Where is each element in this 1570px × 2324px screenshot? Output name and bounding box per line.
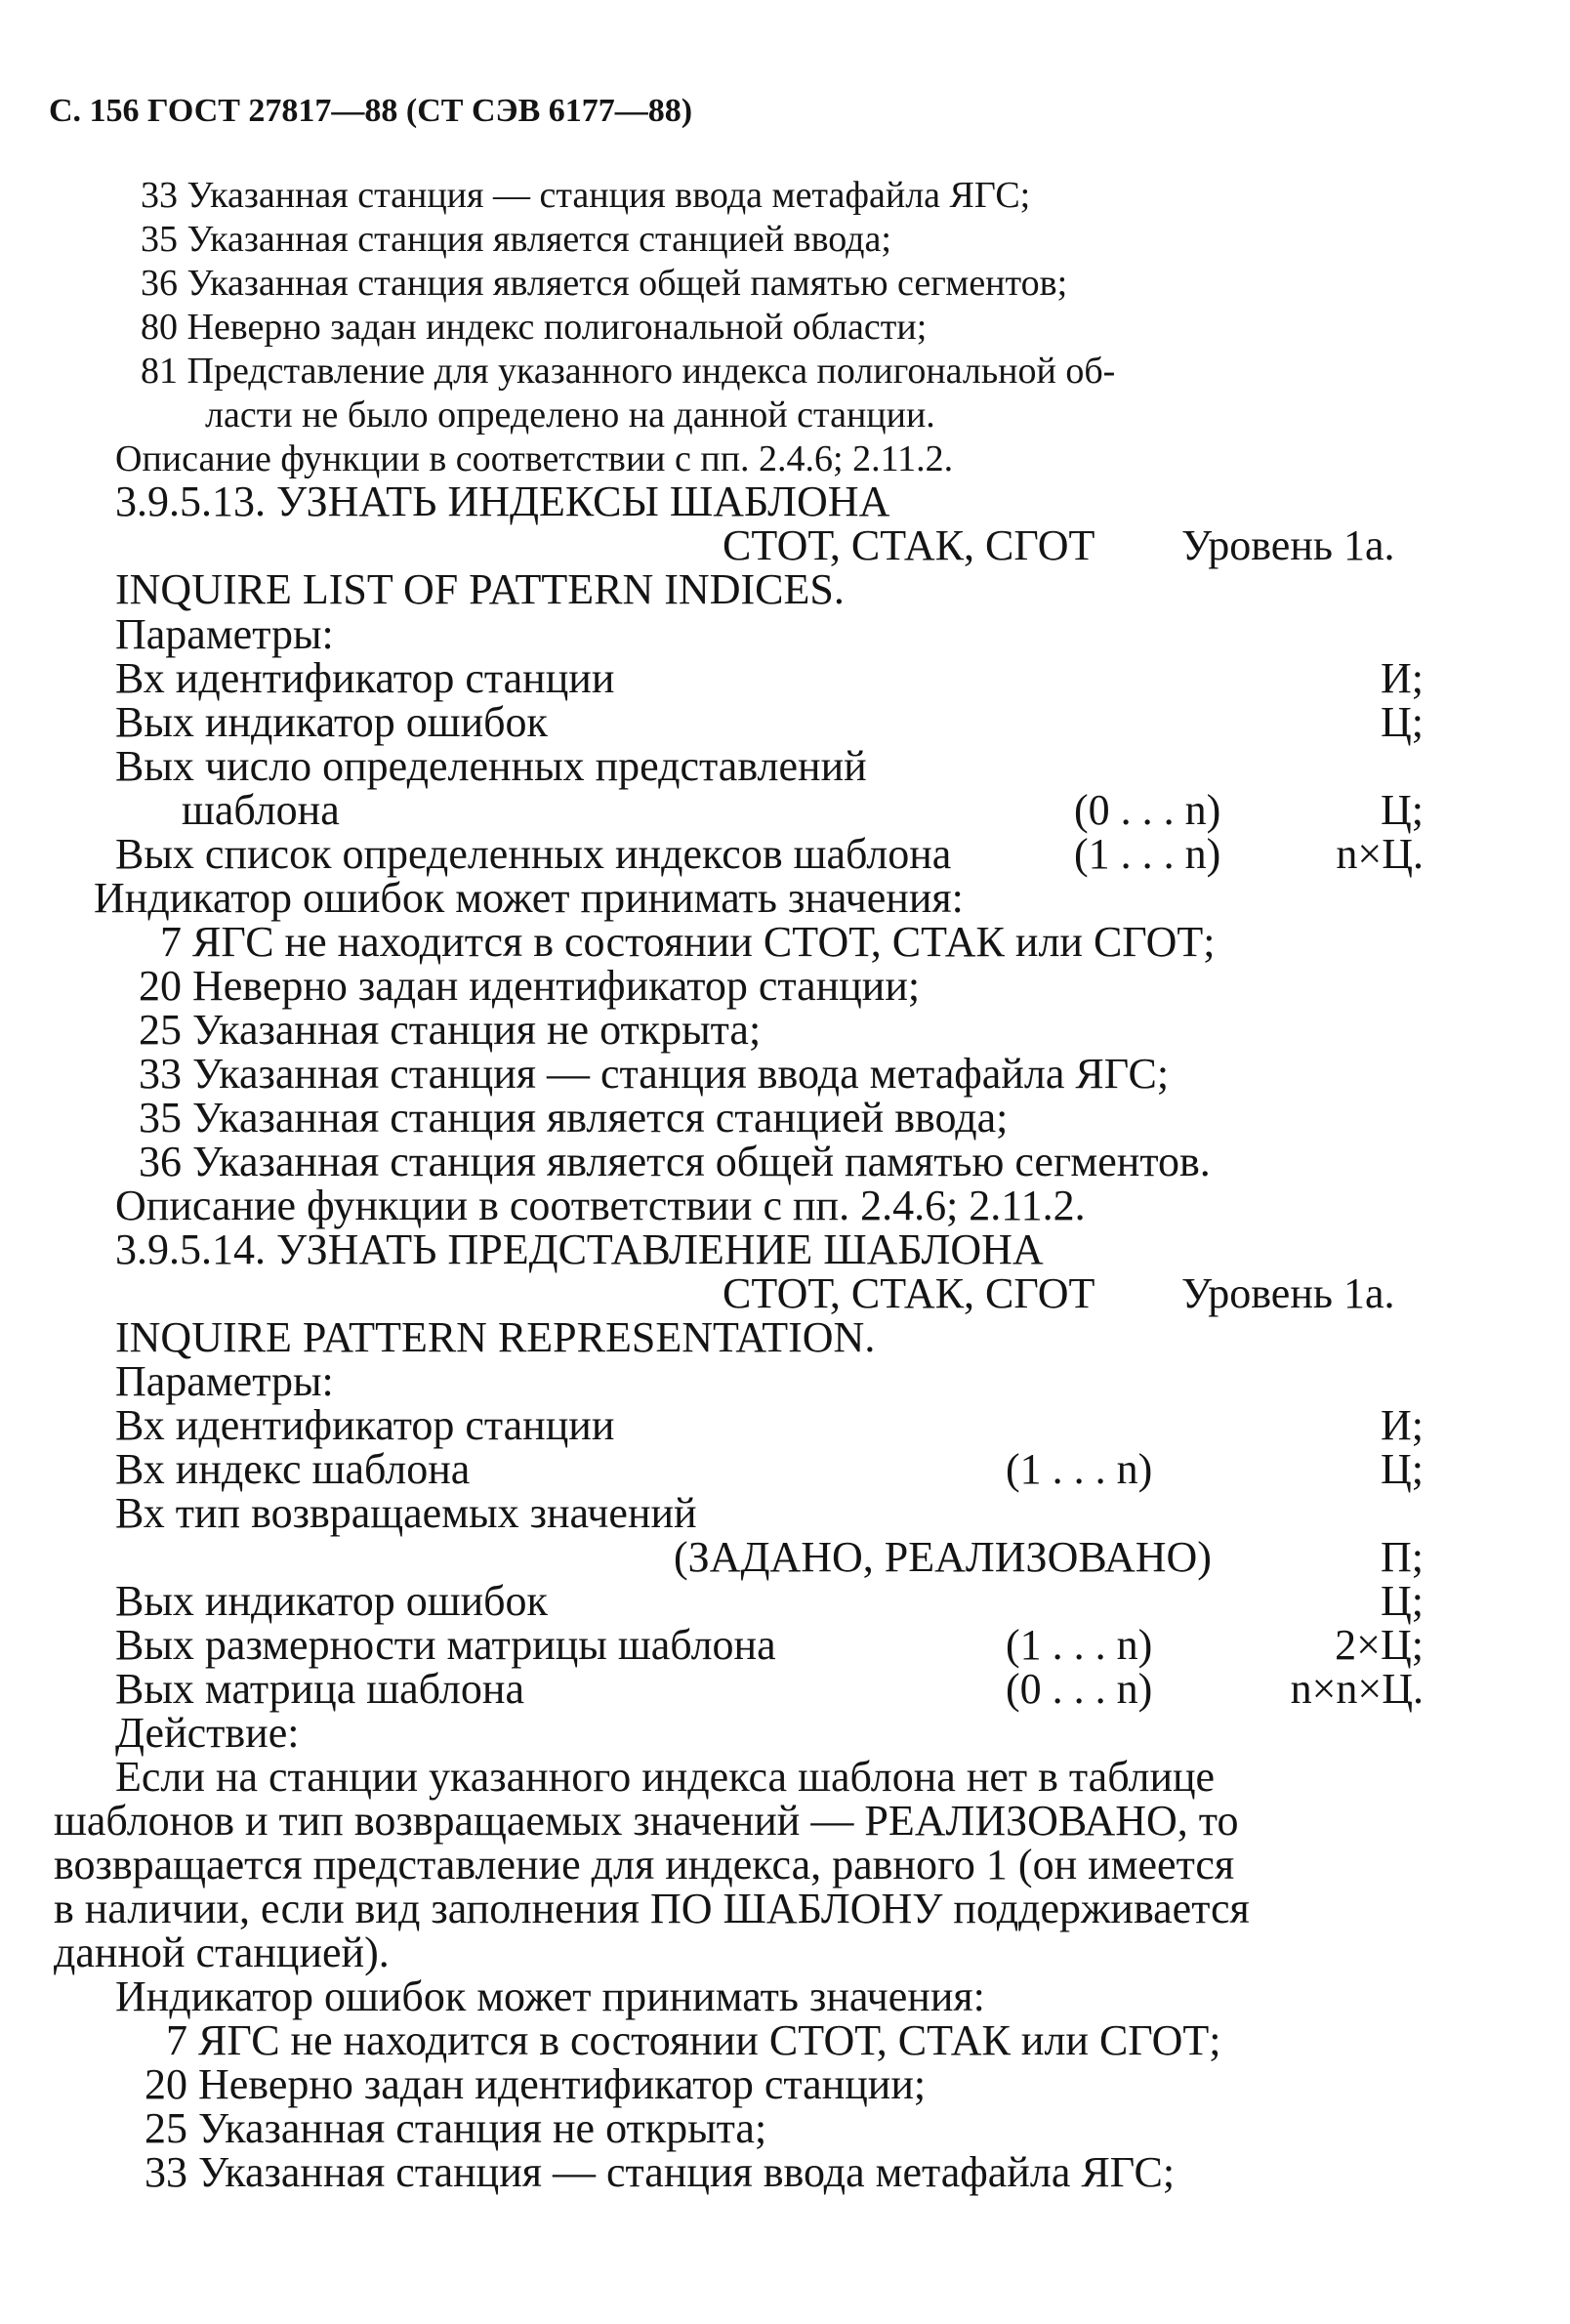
section-title: 3.9.5.14. УЗНАТЬ ПРЕДСТАВЛЕНИЕ ШАБЛОНА <box>115 1225 1044 1273</box>
error-text: ЯГС не находится в состоянии СТОТ, СТАК или СГОТ; <box>198 2016 1221 2064</box>
description-text: Описание функции в соответствии с пп. 2.4.6; 2.11.2. <box>115 438 954 479</box>
error-code: 7 <box>166 2016 187 2064</box>
section-meta <box>0 1269 1570 1317</box>
error-code: 80 <box>141 307 178 348</box>
param-range: (1 . . . n) <box>1006 1445 1153 1493</box>
error-code: 33 <box>139 1050 182 1098</box>
param-range: (1 . . . n) <box>1074 830 1221 878</box>
error-item <box>0 1094 1570 1141</box>
param-type: П; <box>1381 1533 1424 1581</box>
param-range: (0 . . . n) <box>1006 1665 1153 1713</box>
action-title-text: Действие: <box>115 1709 300 1757</box>
description-line <box>0 1184 1570 1227</box>
param-name: Вых матрица шаблона <box>115 1665 524 1713</box>
error-text: Указанная станция является станцией ввода; <box>192 1094 1009 1141</box>
param-name: Вх индекс шаблона <box>115 1445 471 1493</box>
error-text: Неверно задан индекс полигональной области; <box>186 307 928 348</box>
param-row <box>0 1489 1570 1537</box>
section-heading <box>0 477 1570 525</box>
section-heading <box>0 1225 1570 1273</box>
action-line <box>0 1931 1570 1974</box>
action-text: в наличии, если вид заполнения ПО ШАБЛОНУ поддерживается <box>54 1885 1250 1932</box>
section-states: СТОТ, СТАК, СГОТ <box>723 521 1095 569</box>
param-type: Ц; <box>1381 1577 1424 1625</box>
param-name: Вых индикатор ошибок <box>115 698 548 746</box>
error-text: Неверно задан идентификатор станции; <box>192 962 921 1010</box>
error-item <box>0 262 1570 305</box>
param-type: n×Ц. <box>1336 830 1424 878</box>
section-states: СТОТ, СТАК, СГОТ <box>723 1269 1095 1317</box>
page-header <box>0 90 1570 133</box>
param-type: Ц; <box>1381 1445 1424 1493</box>
error-item <box>0 1050 1570 1098</box>
error-text: Указанная станция является общей памятью сегментов. <box>192 1138 1211 1185</box>
errors-intro <box>0 874 1570 922</box>
section-meta <box>0 521 1570 569</box>
error-code: 7 <box>160 918 182 966</box>
param-row <box>0 1665 1570 1713</box>
error-item <box>0 2016 1570 2064</box>
error-code: 81 <box>141 351 178 392</box>
error-text: Представление для указанного индекса полигональной об- <box>186 351 1116 392</box>
error-item <box>0 2104 1570 2152</box>
param-type: Ц; <box>1381 698 1424 746</box>
english-name <box>0 565 1570 613</box>
param-name: Вых список определенных индексов шаблона <box>115 830 952 878</box>
param-type: 2×Ц; <box>1335 1621 1424 1669</box>
error-item <box>0 1138 1570 1185</box>
error-code: 25 <box>145 2104 187 2152</box>
param-type: И; <box>1381 654 1424 702</box>
action-text: данной станцией). <box>54 1929 390 1976</box>
error-item <box>0 174 1570 217</box>
section-title: 3.9.5.13. УЗНАТЬ ИНДЕКСЫ ШАБЛОНА <box>115 477 890 525</box>
english-name <box>0 1313 1570 1361</box>
error-code: 25 <box>139 1006 182 1054</box>
param-type: И; <box>1381 1401 1424 1449</box>
error-text: Указанная станция является станцией ввода; <box>186 219 891 260</box>
param-type: n×n×Ц. <box>1290 1665 1424 1713</box>
error-code: 33 <box>141 175 178 216</box>
param-type: Ц; <box>1381 786 1424 834</box>
error-text: Неверно задан идентификатор станции; <box>198 2060 927 2108</box>
error-item <box>0 218 1570 261</box>
param-row <box>0 1621 1570 1669</box>
param-row <box>0 698 1570 746</box>
param-row <box>0 1533 1570 1581</box>
action-text: возвращается представление для индекса, равного 1 (он имеется <box>54 1841 1235 1888</box>
error-item <box>0 1006 1570 1054</box>
english-name-text: INQUIRE LIST OF PATTERN INDICES. <box>115 565 845 613</box>
action-text: Если на станции указанного индекса шаблона нет в таблице <box>115 1753 1216 1801</box>
error-code: 35 <box>139 1094 182 1141</box>
error-text: Указанная станция не открыта; <box>192 1006 762 1054</box>
error-continuation <box>0 394 1570 436</box>
error-text: Указанная станция — станция ввода метафайла ЯГС; <box>198 2148 1176 2196</box>
params-title-text: Параметры: <box>115 610 334 658</box>
param-row <box>0 830 1570 878</box>
page-ref: С. 156 ГОСТ 27817—88 (СТ СЭВ 6177—88) <box>49 93 693 129</box>
action-line <box>0 1753 1570 1801</box>
errors-intro-text: Индикатор ошибок может принимать значения: <box>94 874 964 922</box>
params-title-text: Параметры: <box>115 1357 334 1405</box>
param-row <box>0 1577 1570 1625</box>
error-item <box>0 2060 1570 2108</box>
error-item <box>0 918 1570 966</box>
error-item <box>0 962 1570 1010</box>
section-level: Уровень 1а. <box>1181 521 1395 569</box>
error-item <box>0 306 1570 349</box>
param-name: Вых размерности матрицы шаблона <box>115 1621 776 1669</box>
param-name: Вых индикатор ошибок <box>115 1577 548 1625</box>
param-name: Вых число определенных представлений <box>115 742 867 790</box>
param-name: Вх идентификатор станции <box>115 654 615 702</box>
param-row <box>0 1401 1570 1449</box>
param-row <box>0 742 1570 790</box>
section-level: Уровень 1а. <box>1181 1269 1395 1317</box>
description-line <box>0 437 1570 480</box>
error-code: 35 <box>141 219 178 260</box>
param-range: (1 . . . n) <box>1006 1621 1153 1669</box>
error-text: Указанная станция — станция ввода метафайла ЯГС; <box>186 175 1031 216</box>
errors-intro <box>0 1972 1570 2020</box>
error-text: Указанная станция не открыта; <box>198 2104 767 2152</box>
error-text: Указанная станция является общей памятью сегментов; <box>186 263 1068 304</box>
param-row <box>0 654 1570 702</box>
error-text: ЯГС не находится в состоянии СТОТ, СТАК или СГОТ; <box>192 918 1216 966</box>
param-name: Вх тип возвращаемых значений <box>115 1489 697 1537</box>
action-text: шаблонов и тип возвращаемых значений — РЕАЛИЗОВАНО, то <box>54 1797 1239 1845</box>
error-code: 20 <box>145 2060 187 2108</box>
action-line <box>0 1885 1570 1932</box>
action-line <box>0 1797 1570 1845</box>
error-code: 33 <box>145 2148 187 2196</box>
error-code: 20 <box>139 962 182 1010</box>
errors-intro-text: Индикатор ошибок может принимать значения: <box>115 1972 985 2020</box>
param-row <box>0 1445 1570 1493</box>
params-title <box>0 1357 1570 1405</box>
error-item <box>0 2148 1570 2196</box>
param-name: шаблона <box>182 786 340 834</box>
error-code: 36 <box>139 1138 182 1185</box>
error-text: Указанная станция — станция ввода метафайла ЯГС; <box>192 1050 1170 1098</box>
action-title <box>0 1709 1570 1757</box>
error-code: 36 <box>141 263 178 304</box>
description-text: Описание функции в соответствии с пп. 2.4.6; 2.11.2. <box>115 1182 1086 1229</box>
param-range: (0 . . . n) <box>1074 786 1221 834</box>
english-name-text: INQUIRE PATTERN REPRESENTATION. <box>115 1313 876 1361</box>
error-item <box>0 350 1570 393</box>
continuation-text: ласти не было определено на данной станции. <box>205 394 935 436</box>
action-line <box>0 1841 1570 1888</box>
param-row <box>0 786 1570 834</box>
param-range: (ЗАДАНО, РЕАЛИЗОВАНО) <box>674 1533 1212 1581</box>
params-title <box>0 610 1570 658</box>
param-name: Вх идентификатор станции <box>115 1401 615 1449</box>
